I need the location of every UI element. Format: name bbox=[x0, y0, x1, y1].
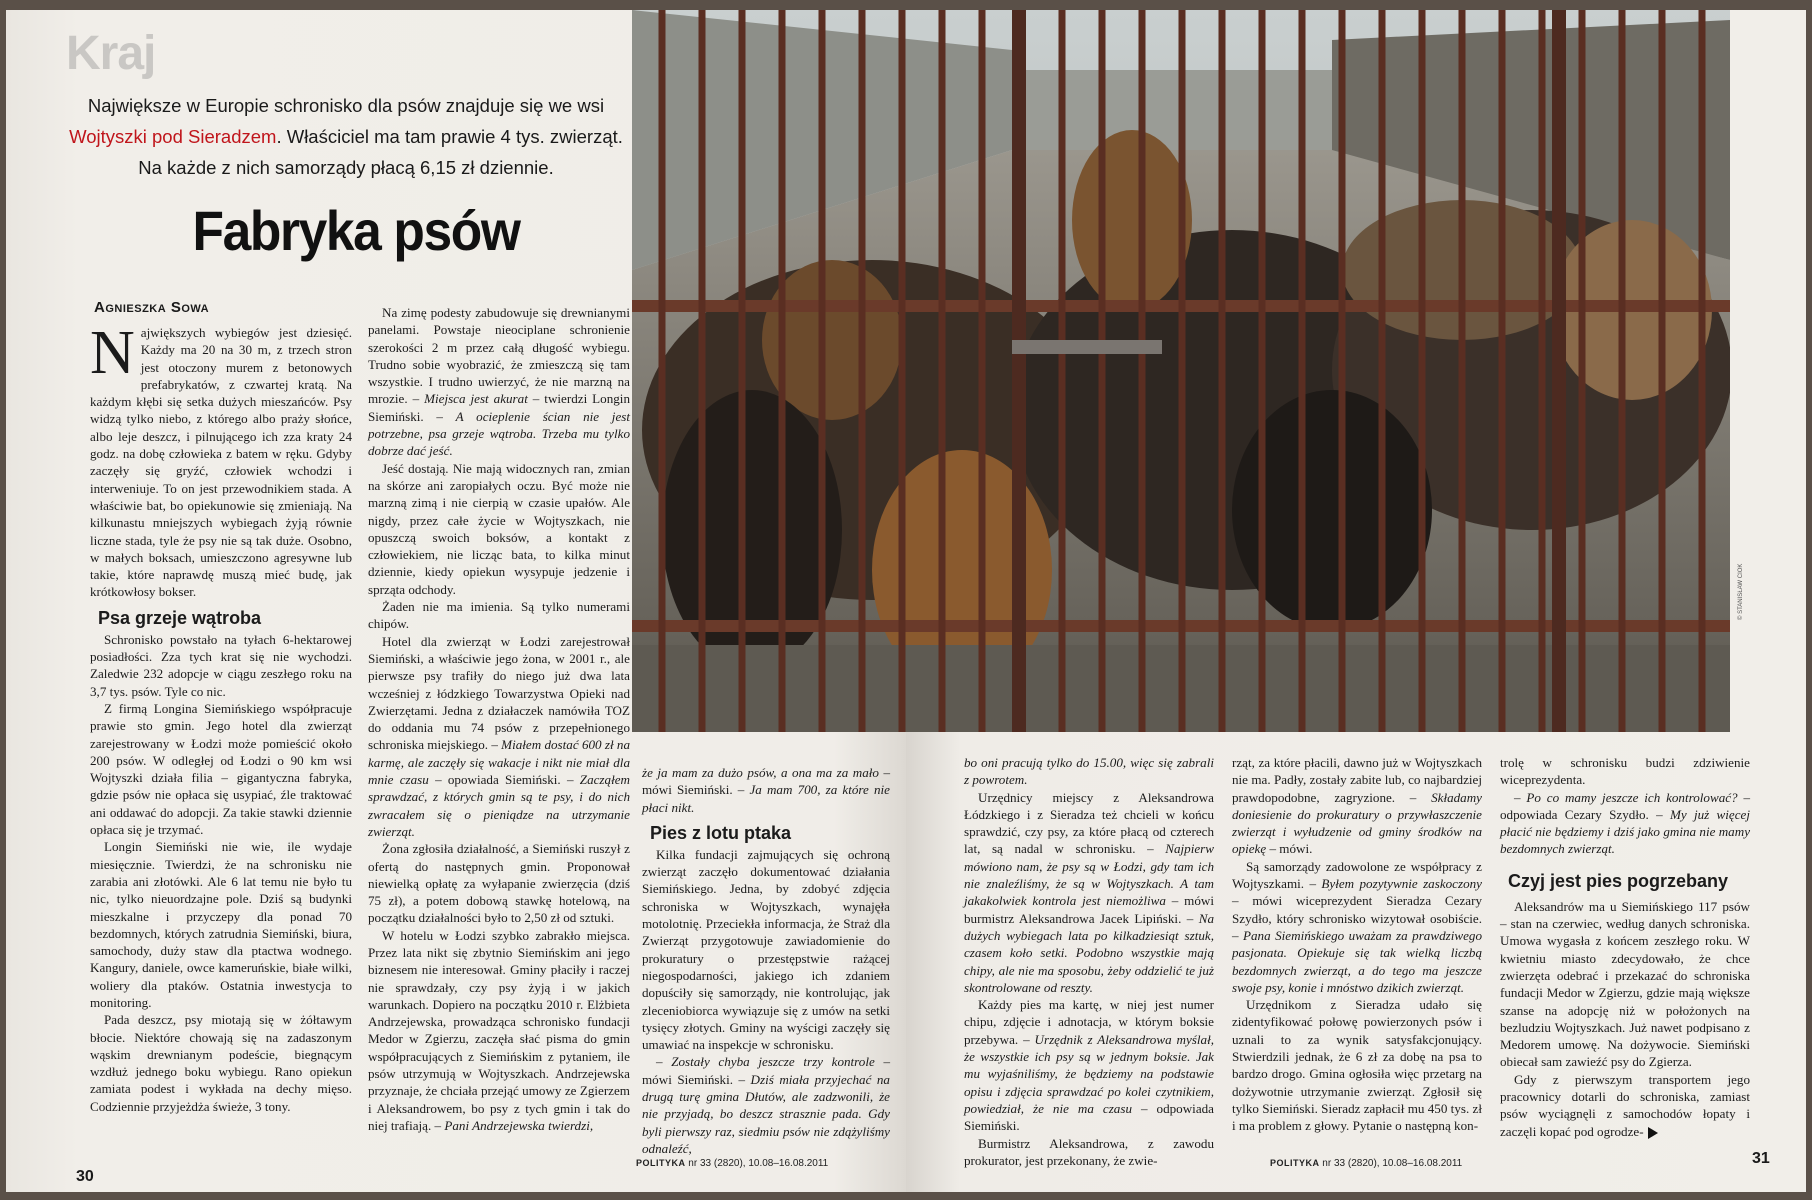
quote: Urzędnik z Aleksandrowa myślał, że wszystkie ich psy są w jednym boksie. Jak mu wyjaśniliśmy, że będziemy na podstawie opisu i zdjęcia sprawdzać po kolei czytnikiem, powiedział, że nie ma czasu bbox=[964, 1031, 1214, 1116]
paragraph bbox=[642, 1053, 890, 1157]
text: – odpowiada Siemiński. bbox=[964, 1100, 1214, 1134]
quote: Najpierw mówiono nam, że psy są w Łodzi, gdy tam ich nie znaleźliśmy, że są w Wojtyszkach. A tam jakakolwiek kontrola jest niemożliwa bbox=[964, 841, 1214, 909]
photo-credit: © STANISŁAW CIOK bbox=[1738, 563, 1744, 620]
quote: A ocieplenie ścian nie jest potrzebne, psa grzeje wątroba. Trzeba mu tylko dobrze dać jeść. bbox=[368, 408, 630, 459]
column-4 bbox=[964, 754, 1214, 1169]
footer-right bbox=[1270, 1158, 1462, 1169]
lead-text-2: . Właściciel ma tam prawie 4 tys. zwierząt. Na każde z nich samorządy płacą 6,15 zł dziennie. bbox=[138, 126, 623, 178]
paragraph bbox=[368, 633, 630, 841]
issue-info: nr 33 (2820), 10.08–16.08.2011 bbox=[688, 1158, 829, 1169]
paragraph bbox=[964, 789, 1214, 997]
quote: Na dużych wybiegach lata po kilkadziesiąt sztuk, czasem koło setki. Podobno wszystkie mają chipy, ale nie ma sposobu, żeby oddzielić te już skontrolowane od reszty. bbox=[964, 910, 1214, 995]
quote: że ja mam za dużo psów, a ona ma za mało bbox=[642, 765, 879, 780]
column-3 bbox=[642, 764, 890, 1157]
paragraph bbox=[1500, 789, 1750, 858]
quote: Byłem pozytywnie zaskoczony bbox=[1321, 876, 1482, 892]
quote: Pani Andrzejewska twierdzi, bbox=[444, 1117, 594, 1133]
quote: bo oni pracują tylko do 15.00, więc się zabrali z powrotem. bbox=[964, 755, 1214, 788]
paragraph: Aleksandrów ma u Siemińskiego 117 psów – stan na czerwiec, według danych schroniska. Umowa wygasła z końcem zeszłego roku. W kwietniu miasto zdecydowało, że chce zwierzęta odebrać i przekazać do schroniska fundacji Medor w Zgierzu, gdzie mają większe szanse na adopcję niż w położonych na bezludziu Wojtyszkach. Już nawet podpisano z Medorem umowę. Na dożywocie. Siemiński obiecał sam zawieźć psy do Zgierza. bbox=[1500, 898, 1750, 1070]
text: Są samorządy zadowolone ze współpracy z Wojtyszkami. – bbox=[1232, 858, 1482, 892]
text: – twierdzi Longin Siemiński. – bbox=[368, 391, 630, 424]
paragraph: Żaden nie ma imienia. Są tylko numerami chipów. bbox=[368, 599, 630, 632]
paragraph bbox=[1232, 754, 1482, 858]
quote: Dziś miała przyjechać na drugą turę gmina Dłutów, ale zadzwonili, że nie przyjadą, bo deszcz strasznie pada. Gdy byli pierwszy raz, siedmiu psów nie zdążyliśmy odnaleźć, bbox=[642, 1071, 890, 1156]
paragraph bbox=[368, 927, 630, 1135]
continue-arrow-icon bbox=[1648, 1127, 1658, 1139]
text: – mówi wiceprezydent Sieradza Cezary Szydło, który schronisko wizytował osobiście. – bbox=[1232, 893, 1482, 943]
paragraph: Longin Siemiński nie wie, ile wydaje miesięcznie. Twierdzi, że na schronisku nie zarabia ani złotówki. Ale 6 lat temu nie było tu nic, tylko nieuordzajne pole. Dziś są budynki mieszkalne i przyczepy dla ponad 70 bezdomnych, których zatrudnia Siemiński, biura, samochody, duży staw dla ptactwa wodnego. Kangury, daniele, owce kameruńskie, białe wilki, woliery dla ptaków. Ostatnia inwestycja to monitoring. bbox=[90, 839, 352, 1010]
article-headline: Fabryka psów bbox=[192, 199, 520, 262]
paragraph: Kilka fundacji zajmujących się ochroną zwierząt zaczęło dokumentować działania Siemińskiego. Jedna, by zdobyć zdjęcia schroniska w Wojtyszkach, wynajęła motolotnię. Przeciekła informacja, że Straż dla Zwierząt przygotowuje zawiadomienie do prokuratury o przestępstwie rażącej niegospodarności, jakiego ich zdaniem dopuściły się samorządy, nie kontrolując, jak zleceniobiorca wywiązuje się z umów na setki tysięcy złotych. Gminy na wyścigi zaczęły się umawiać na inspekcje w schronisku. bbox=[642, 846, 890, 1053]
page-number-right: 31 bbox=[1752, 1150, 1770, 1167]
column-6 bbox=[1500, 754, 1750, 1140]
page-number-left: 30 bbox=[76, 1168, 94, 1185]
paragraph: Schronisko powstało na tyłach 6-hektarowej posiadłości. Zza tych krat się nie wychodzi. Zaledwie 232 adopcje w ciągu zeszłego roku na 3,7 tys. psów. Tyle co nic. bbox=[90, 631, 352, 699]
paragraph: Żona zgłosiła działalność, a Siemiński ruszył z ofertą do następnych gmin. Proponował niewielką opłatę za wyłapanie zwierzęcia (dziś 75 zł), a potem dobową stawkę hotelową, na początku działalności było to 2,50 zł od sztuki. bbox=[368, 841, 630, 926]
paragraph: Pada deszcz, psy miotają się w żółtawym błocie. Niektóre chowają się na zadaszonym wąskim drewnianym podeście, biegnącym wzdłuż jednego boku wybiegu. Rano opiekun zamiata podest i wykłada na dechy mięso. Codziennie przyjeżdża świeże, 3 tony. bbox=[90, 1012, 352, 1114]
paragraph bbox=[368, 304, 630, 460]
quote: My już więcej płacić nie będziemy i dziś jako gmina nie mamy bezdomnych zwierząt. bbox=[1500, 806, 1750, 857]
masthead: POLITYKA bbox=[636, 1158, 686, 1168]
masthead: POLITYKA bbox=[1270, 1158, 1320, 1168]
subheading: Psa grzeje wątroba bbox=[98, 607, 262, 628]
text: – mówi Siemiński. – bbox=[642, 1054, 890, 1087]
quote: – Po co mamy jeszcze ich kontrolować? bbox=[1514, 789, 1738, 805]
paragraph bbox=[1232, 858, 1482, 996]
quote: Pana Siemińskiego uważam za prawdziwego pasjonata. Opiekuje się tak wielką liczbą bezdomnych zwierząt, a do tego ma jeszcze swoje psy, konie i mnóstwo dzikich zwierząt. bbox=[1232, 927, 1482, 995]
quote: Zacząłem sprawdzać, z których gmin są te psy, i do nich zwracałem się o pieniądze na utrzymanie zwierząt. bbox=[368, 772, 630, 839]
subheading: Pies z lotu ptaka bbox=[650, 822, 792, 843]
column-1 bbox=[90, 319, 352, 1115]
paragraph bbox=[964, 754, 1214, 789]
paragraph bbox=[1500, 1071, 1750, 1140]
paragraph bbox=[964, 996, 1214, 1134]
text: rząt, za które płacili, dawno już w Wojtyszkach nie ma. Padły, zostały zabite lub, co najbardziej prawdopodobne, zagryzione. – bbox=[1232, 755, 1482, 805]
section-label: Kraj bbox=[66, 27, 156, 80]
dogs-behind-bars-photo bbox=[632, 10, 1730, 732]
lead-paragraph bbox=[66, 90, 626, 183]
paragraph: trolę w schronisku budzi zdziwienie wiceprezydenta. bbox=[1500, 755, 1750, 788]
quote: Miałem dostać 600 zł na karmę, ale zaczęły się wakacje i nikt nie miał dla mnie czasu bbox=[368, 737, 630, 788]
text: – mówi burmistrz Aleksandrowa Jacek Lipiński. – bbox=[964, 893, 1214, 926]
issue-info: nr 33 (2820), 10.08–16.08.2011 bbox=[1322, 1158, 1463, 1169]
text: Na zimę podesty zabudowuje się drewnianymi panelami. Powstaje nieociplane schronienie szerokości 2 m przez całą długość wybiegu. Trudno sobie wyobrazić, że zmieszczą się tam wszystkie. I trudno uwierzyć, że nie marzną na mrozie. – bbox=[368, 305, 630, 407]
paragraph: Jeść dostają. Nie mają widocznych ran, zmian na skórze ani zaropiałych oczu. Być może nie marzną zimą i nie cierpią w czasie upałów. Ale nigdy, przez całe życie w Wojtyszkach, nie opuszczą swoich boksów, a kontakt z człowiekiem, nie licząc bata, to kilka minut dziennie, kiedy opiekun wysypuje jedzenie i sprząta odchody. bbox=[368, 460, 630, 597]
column-2 bbox=[368, 304, 630, 1134]
text: Każdy pies ma kartę, w niej jest numer chipu, zdjęcie i adnotacja, w którym boksie przebywa. – bbox=[964, 997, 1214, 1047]
lead-text-1: Największe w Europie schronisko dla psów znajduje się we wsi bbox=[87, 95, 605, 116]
photo-illustration bbox=[632, 10, 1730, 732]
text: – mówi Siemiński. – bbox=[642, 765, 890, 798]
author-byline: Agnieszka Sowa bbox=[94, 299, 210, 316]
paragraph: Urzędnikom z Sieradza udało się zidentyfikować połowę powierzonych psów i uznali to za wynik satysfakcjonujący. Stwierdzili jednak, że 6 zł za dobę na psa to bardzo drogo. Gmina ogłosiła więc przetarg na dożywotnie utrzymanie zwierząt. Zgłosił się tylko Siemiński. Sieradz zapłacił mu 450 tys. zł i ma problem z głowy. Pytanie o następną kon- bbox=[1232, 997, 1482, 1134]
paragraph bbox=[642, 764, 890, 816]
text: – odpowiada Cezary Szydło. – bbox=[1500, 789, 1750, 822]
text: – mówi. bbox=[1266, 841, 1313, 857]
subheading: Czyj jest pies pogrzebany bbox=[1508, 870, 1729, 891]
drop-cap: N bbox=[90, 319, 135, 387]
text: Gdy z pierwszym transportem jego pracownicy dotarli do schroniska, zamiast psów wyciągnęli z samochodów łopaty i zaczęli kopać pod ogrodze- bbox=[1500, 1071, 1750, 1139]
column-5 bbox=[1232, 754, 1482, 1135]
paragraph: Burmistrz Aleksandrowa, z zawodu prokurator, jest przekonany, że zwie- bbox=[964, 1135, 1214, 1168]
text: – opowiada Siemiński. – bbox=[428, 772, 580, 788]
paragraph: Z firmą Longina Siemińskiego współpracuje prawie sto gmin. Jego hotel dla zwierząt zarejestrowany w Łodzi może pomieścić około 200 psów. W odległej od Łodzi o 90 km wsi Wojtyszki działa filia – gigantyczna fabryka, gdzie psów nie opłaca się usypiać, źle traktować ani oddawać do adopcji. Za takie stawki dziennie opłaca się je trzymać. bbox=[90, 700, 352, 838]
paragraph-text: ajwiększych wybiegów jest dziesięć. Każdy ma 20 na 30 m, z trzech stron jest otoczony murem z betonowych prefabrykatów, z czwartej kratą. Na każdym kłębi się setka dużych mieszańców. Psy widzą tylko niebo, z którego albo praży słońce, albo leje deszcz, i pilnującego ich zza kraty 24 godz. na dobę człowieka z batem w ręku. Gdyby zaczęły się gryźć, człowiek wchodzi i interweniuje. To on jest przewodnikiem stada. A właściwie bat, bo opiekunowie się zmieniają. Na kilkunastu mniejszych wybiegach żyją równie liczne stada, tyle że psy nie są tak duże. Osobno, w małych boksach, umieszczono agresywne lub takie, które naprawdę muszą mieć budę, jak krótkowłosy bokser. bbox=[90, 325, 352, 600]
text: W hotelu w Łodzi szybko zabrakło miejsca. Przez lata nikt się zbytnio Siemińskim ani jego biznesem nie interesował. Gminy płaciły i raczej nie sprawdzały, czy psy żyją i w jakich warunkach. Dopiero na początku 2010 r. Elżbieta Andrzejewska, prowadząca schronisko fundacji Medor w Zgierzu, zaczęła słać pisma do gmin współpracujących z Siemińskim z pytaniem, ile psów utrzymują w Wojtyszkach. Andrzejewska przyznaje, że chciała przejąć umowy ze Zgierzem i Aleksandrowem, bo psy z tych gmin i tak do niej trafiają. – bbox=[368, 927, 630, 1133]
quote: Ja mam 700, za które nie płaci nikt. bbox=[642, 782, 890, 815]
text: Urzędnicy miejscy z Aleksandrowa Łódzkiego i z Sieradza też chcieli w końcu sprawdzić, czy psy, za które płacą od czterech lat, są nadal w schronisku. – bbox=[964, 789, 1214, 857]
lead-highlight: Wojtyszki pod Sieradzem bbox=[69, 126, 277, 147]
paragraph bbox=[90, 319, 352, 601]
footer-left bbox=[636, 1158, 828, 1169]
quote: Miejsca jest akurat bbox=[424, 391, 528, 407]
quote: – Zostały chyba jeszcze trzy kontrole bbox=[656, 1054, 875, 1070]
text: Hotel dla zwierząt w Łodzi zarejestrował Siemiński, a właściwie jego żona, w 2001 r., ale pierwsze psy trafiły do niego już dwa lata wcześniej z łódzkiego Towarzystwa Opieki nad Zwierzętami. Jedna z działaczek namówiła TOZ do oddania mu 74 psów z przepełnionego schroniska miejskiego. – bbox=[368, 633, 630, 753]
quote: Składamy doniesienie do prokuratury o przywłaszczenie zwierząt i wyłudzenie od gminy środków na opiekę bbox=[1232, 789, 1482, 857]
